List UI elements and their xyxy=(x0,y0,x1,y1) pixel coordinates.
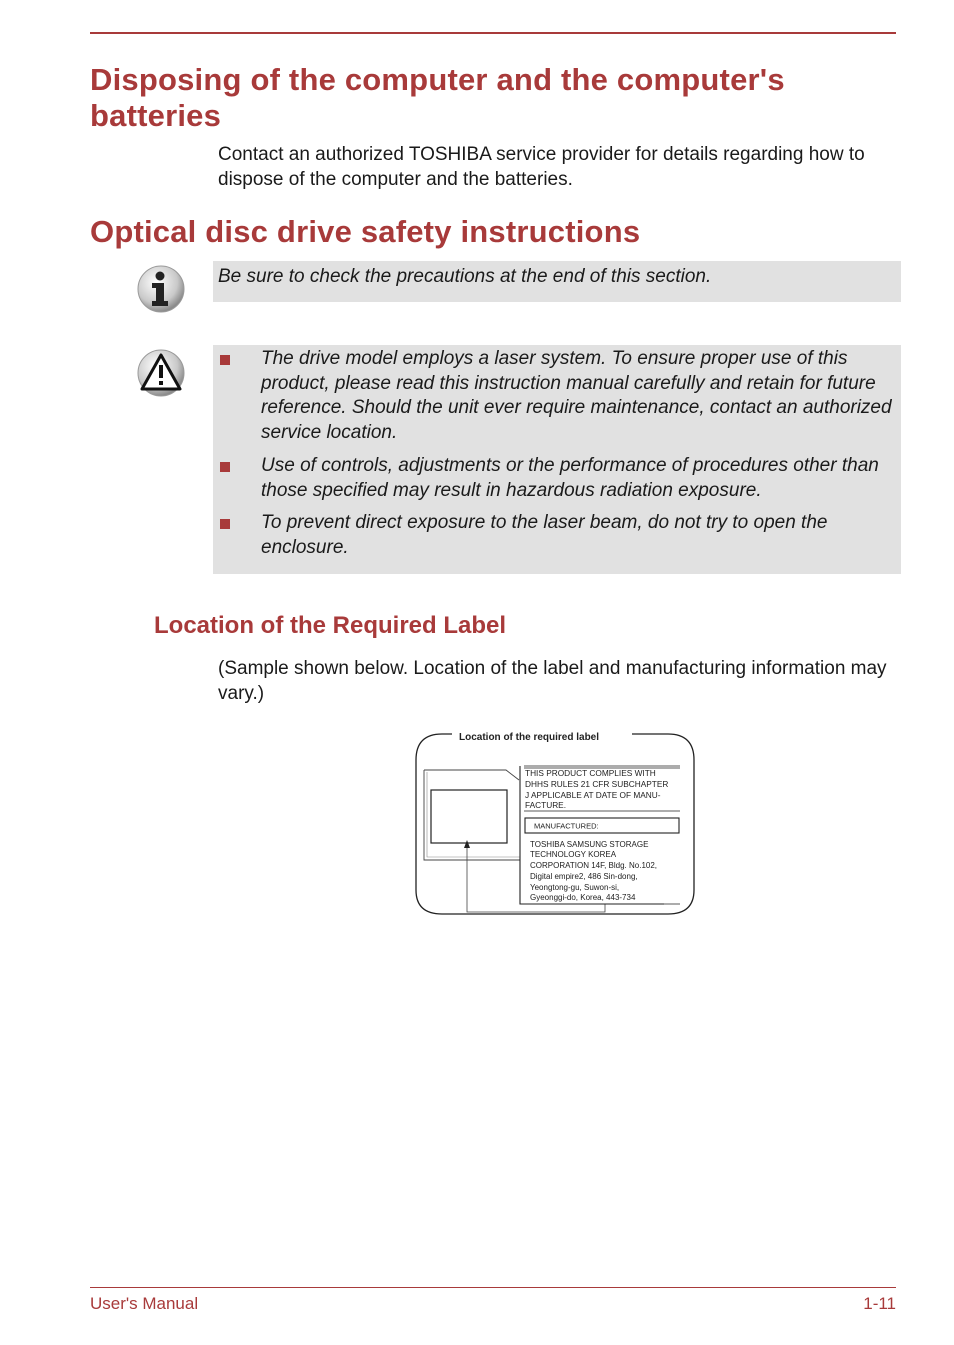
manufacturer-line: CORPORATION 14F, Bldg. No.102, xyxy=(530,861,658,870)
disposing-body: Contact an authorized TOSHIBA service provider for details regarding how to dispose of the computer and the batteries. xyxy=(218,144,865,190)
warning-icon xyxy=(136,348,186,398)
manufacturer-line: Gyeonggi-do, Korea, 443-734 xyxy=(530,893,636,902)
manufacturer-line: TECHNOLOGY KOREA xyxy=(530,850,616,859)
info-note-text: Be sure to check the precautions at the end of this section. xyxy=(218,266,712,287)
section-title-optical: Optical disc drive safety instructions xyxy=(90,214,641,249)
warning-item-text: Use of controls, adjustments or the performance of procedures other than those specified may result in hazardous radiation exposure. xyxy=(261,455,879,501)
footer-title: User's Manual xyxy=(90,1294,199,1313)
figure-caption: Location of the required label xyxy=(459,732,600,743)
compliance-line: FACTURE. xyxy=(525,800,567,810)
footer-rule xyxy=(90,1287,896,1288)
svg-text:TOSHIBA SAMSUNG STORAGE TE xyxy=(530,840,659,902)
compliance-line: THIS PRODUCT COMPLIES WITH xyxy=(525,768,656,778)
bullet-icon xyxy=(220,355,230,365)
warning-note xyxy=(213,345,901,574)
manufactured-label: MANUFACTURED: xyxy=(534,821,599,831)
subsection-title-label-location: Location of the Required Label xyxy=(154,612,507,639)
svg-text:THIS PRODUCT COMPLIES WITH xyxy=(525,768,671,810)
header-rule xyxy=(90,32,896,34)
compliance-line: J APPLICABLE AT DATE OF MANU- xyxy=(525,790,661,800)
manufacturer-line: TOSHIBA SAMSUNG STORAGE xyxy=(530,840,649,849)
label-location-body: (Sample shown below. Location of the label and manufacturing information may vary.) xyxy=(218,658,887,704)
warning-item-text: The drive model employs a laser system. To ensure proper use of this product, please read this instruction manual carefully and retain for future reference. Should the unit ever require maintenance, contact an authorized service location. xyxy=(261,348,892,443)
compliance-line: DHHS RULES 21 CFR SUBCHAPTER xyxy=(525,779,669,789)
manufacturer-line: Yeongtong-gu, Suwon-si, xyxy=(530,883,620,892)
manufacturer-line: Digital empire2, 486 Sin-dong, xyxy=(530,872,638,881)
page-number: 1-11 xyxy=(863,1294,896,1313)
bullet-icon xyxy=(220,519,230,529)
section-title-disposing: Disposing of the computer and the computer's batteries xyxy=(90,62,785,133)
info-note xyxy=(213,261,901,302)
warning-item-text: To prevent direct exposure to the laser beam, do not try to open the enclosure. xyxy=(261,512,828,558)
bullet-icon xyxy=(220,462,230,472)
info-icon xyxy=(136,264,186,314)
required-label-figure xyxy=(412,728,698,918)
